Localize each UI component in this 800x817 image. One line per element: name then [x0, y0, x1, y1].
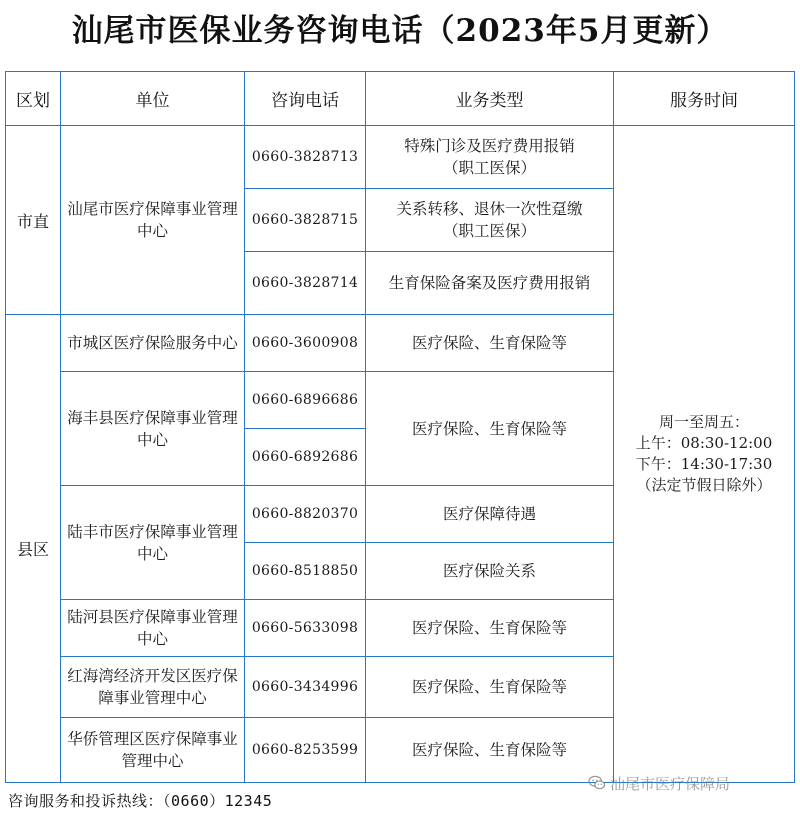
header-phone: 咨询电话	[245, 72, 366, 126]
phone-number: 0660-3600908	[245, 315, 366, 372]
business-line: （职工医保）	[442, 159, 536, 177]
unit-chengqu: 市城区医疗保险服务中心	[61, 315, 245, 372]
unit-shanwei: 汕尾市医疗保障事业管理中心	[61, 126, 245, 315]
phone-number: 0660-8820370	[245, 486, 366, 543]
phone-number: 0660-8253599	[245, 718, 366, 783]
wechat-icon	[588, 775, 606, 791]
business-type: 医疗保险、生育保险等	[366, 600, 614, 657]
phone-number: 0660-6892686	[245, 429, 366, 486]
phone-number: 0660-6896686	[245, 372, 366, 429]
phone-number: 0660-5633098	[245, 600, 366, 657]
watermark	[588, 772, 730, 794]
header-business: 业务类型	[366, 72, 614, 126]
business-line: （职工医保）	[442, 222, 536, 240]
business-type	[366, 189, 614, 252]
business-type: 医疗保险、生育保险等	[366, 372, 614, 486]
page-title: 汕尾市医保业务咨询电话（2023年5月更新）	[71, 13, 729, 49]
business-type: 医疗保险、生育保险等	[366, 657, 614, 718]
unit-honghaiwan: 红海湾经济开发区医疗保障事业管理中心	[61, 657, 245, 718]
header-unit: 单位	[61, 72, 245, 126]
phone-number: 0660-3434996	[245, 657, 366, 718]
header-service-time: 服务时间	[614, 72, 795, 126]
table-row	[6, 126, 795, 189]
complaint-hotline: 咨询服务和投诉热线：（0660）12345	[8, 792, 273, 810]
header-row	[6, 72, 795, 126]
area-county: 县区	[6, 315, 61, 783]
phone-number: 0660-3828714	[245, 252, 366, 315]
business-type: 医疗保险、生育保险等	[366, 718, 614, 783]
business-type	[366, 126, 614, 189]
phone-number: 0660-3828715	[245, 189, 366, 252]
business-type: 医疗保险、生育保险等	[366, 315, 614, 372]
business-type: 医疗保险关系	[366, 543, 614, 600]
phone-number: 0660-8518850	[245, 543, 366, 600]
service-time-line: 下午：14:30-17:30	[635, 455, 773, 473]
header-area: 区划	[6, 72, 61, 126]
business-type: 医疗保障待遇	[366, 486, 614, 543]
business-type: 生育保险备案及医疗费用报销	[366, 252, 614, 315]
service-time-line: （法定节假日除外）	[636, 476, 772, 494]
unit-huaqiao: 华侨管理区医疗保障事业管理中心	[61, 718, 245, 783]
watermark-text: 汕尾市医疗保障局	[610, 774, 731, 793]
business-line: 特殊门诊及医疗费用报销	[404, 137, 575, 155]
area-city: 市直	[6, 126, 61, 315]
unit-lufeng: 陆丰市医疗保障事业管理中心	[61, 486, 245, 600]
phone-number: 0660-3828713	[245, 126, 366, 189]
service-time-line: 周一至周五：	[658, 413, 749, 431]
business-line: 关系转移、退休一次性趸缴	[396, 200, 583, 218]
unit-luhe: 陆河县医疗保障事业管理中心	[61, 600, 245, 657]
service-time	[614, 126, 795, 783]
service-time-line: 上午：08:30-12:00	[635, 434, 773, 452]
hotline-table	[5, 71, 795, 783]
unit-haifeng: 海丰县医疗保障事业管理中心	[61, 372, 245, 486]
